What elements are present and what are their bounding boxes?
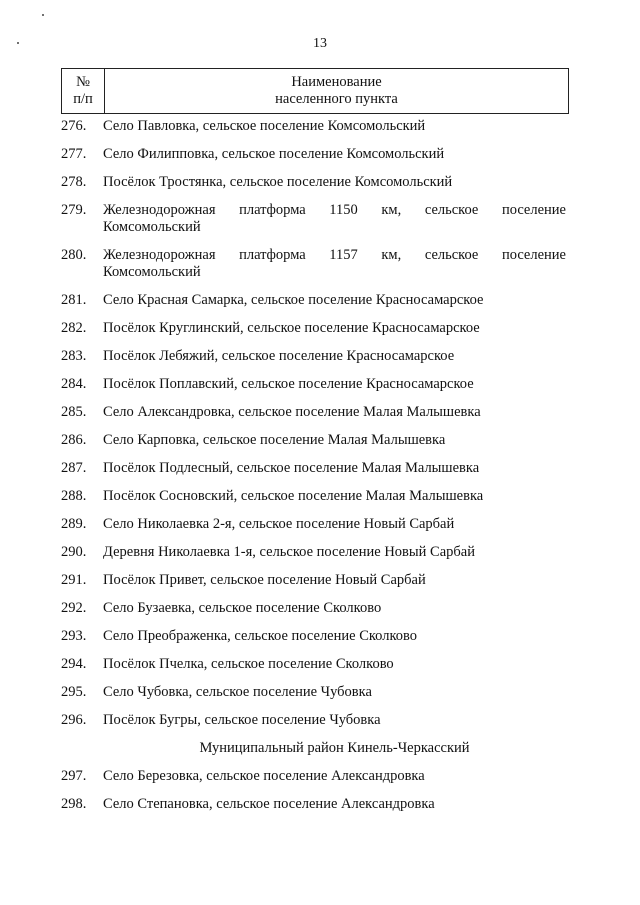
item-number: 291. (61, 572, 87, 588)
item-number: 296. (61, 712, 87, 728)
item-text-line2: Комсомольский (103, 219, 201, 235)
list-item (61, 376, 566, 393)
item-text: Село Бузаевка, сельское поселение Сколково (103, 600, 382, 616)
list-item (61, 292, 566, 309)
item-number: 285. (61, 404, 87, 420)
header-number-abbrev: п/п (73, 91, 93, 107)
list-item (61, 712, 566, 729)
item-text (103, 247, 566, 281)
item-number: 294. (61, 656, 87, 672)
item-number: 288. (61, 488, 87, 504)
item-number: 292. (61, 600, 87, 616)
item-text: Посёлок Поплавский, сельское поселение Красносамарское (103, 376, 474, 392)
list-item (61, 118, 566, 135)
item-number: 277. (61, 146, 87, 162)
item-text: Село Степановка, сельское поселение Александровка (103, 796, 435, 812)
item-number: 276. (61, 118, 87, 134)
item-text: Село Павловка, сельское поселение Комсомольский (103, 118, 426, 134)
header-name-line2: населенного пункта (275, 91, 398, 107)
header-name-column (105, 69, 568, 113)
table-header (61, 68, 569, 114)
item-text: Село Березовка, сельское поселение Александровка (103, 768, 425, 784)
item-number: 283. (61, 348, 87, 364)
item-text: Деревня Николаевка 1-я, сельское поселение Новый Сарбай (103, 544, 475, 560)
header-name-line1: Наименование (291, 74, 382, 90)
item-text: Посёлок Привет, сельское поселение Новый Сарбай (103, 572, 426, 588)
item-number: 286. (61, 432, 87, 448)
list-item (61, 320, 566, 337)
list-item (61, 768, 566, 785)
item-text: Посёлок Тростянка, сельское поселение Комсомольский (103, 174, 453, 190)
item-number: 298. (61, 796, 87, 812)
item-text: Село Карповка, сельское поселение Малая Малышевка (103, 432, 446, 448)
item-text: Посёлок Пчелка, сельское поселение Сколково (103, 656, 394, 672)
list-item (61, 628, 566, 645)
list-item (61, 348, 566, 365)
item-text (103, 202, 566, 236)
item-number: 282. (61, 320, 87, 336)
item-number: 280. (61, 247, 87, 263)
item-text: Село Николаевка 2-я, сельское поселение Новый Сарбай (103, 516, 455, 532)
list-item (61, 202, 566, 236)
item-text: Село Филипповка, сельское поселение Комсомольский (103, 146, 445, 162)
section-heading: Муниципальный район Кинель-Черкасский (199, 740, 470, 756)
list-item (61, 404, 566, 421)
item-number: 287. (61, 460, 87, 476)
item-text: Село Красная Самарка, сельское поселение Красносамарское (103, 292, 484, 308)
item-number: 295. (61, 684, 87, 700)
item-text: Село Преображенка, сельское поселение Сколково (103, 628, 418, 644)
page-number: 13 (313, 36, 327, 51)
list-item (61, 247, 566, 281)
list-item (61, 146, 566, 163)
list-item (61, 174, 566, 191)
item-number: 290. (61, 544, 87, 560)
list-item (61, 544, 566, 561)
settlement-list (61, 118, 566, 824)
item-text-line1: Железнодорожная платформа 1157 км, сельское поселение (103, 247, 566, 263)
item-text-line2: Комсомольский (103, 264, 201, 280)
item-text: Посёлок Подлесный, сельское поселение Малая Малышевка (103, 460, 480, 476)
item-text: Посёлок Лебяжий, сельское поселение Красносамарское (103, 348, 455, 364)
item-text: Село Чубовка, сельское поселение Чубовка (103, 684, 372, 700)
list-item (61, 600, 566, 617)
item-number: 289. (61, 516, 87, 532)
scan-speck (42, 14, 44, 16)
list-item (61, 656, 566, 673)
list-item (61, 796, 566, 813)
list-item (61, 684, 566, 701)
item-text: Село Александровка, сельское поселение Малая Малышевка (103, 404, 481, 420)
list-item (61, 488, 566, 505)
item-number: 281. (61, 292, 87, 308)
item-number: 278. (61, 174, 87, 190)
list-item (61, 460, 566, 477)
header-number-column (62, 69, 105, 113)
item-text: Посёлок Круглинский, сельское поселение Красносамарское (103, 320, 480, 336)
item-text-line1: Железнодорожная платформа 1150 км, сельское поселение (103, 202, 566, 218)
item-number: 284. (61, 376, 87, 392)
list-item (61, 572, 566, 589)
item-number: 297. (61, 768, 87, 784)
item-number: 279. (61, 202, 87, 218)
list-item (61, 432, 566, 449)
item-text: Посёлок Бугры, сельское поселение Чубовка (103, 712, 381, 728)
header-number-symbol: № (76, 74, 90, 90)
item-text: Посёлок Сосновский, сельское поселение Малая Малышевка (103, 488, 484, 504)
item-number: 293. (61, 628, 87, 644)
list-item (61, 516, 566, 533)
